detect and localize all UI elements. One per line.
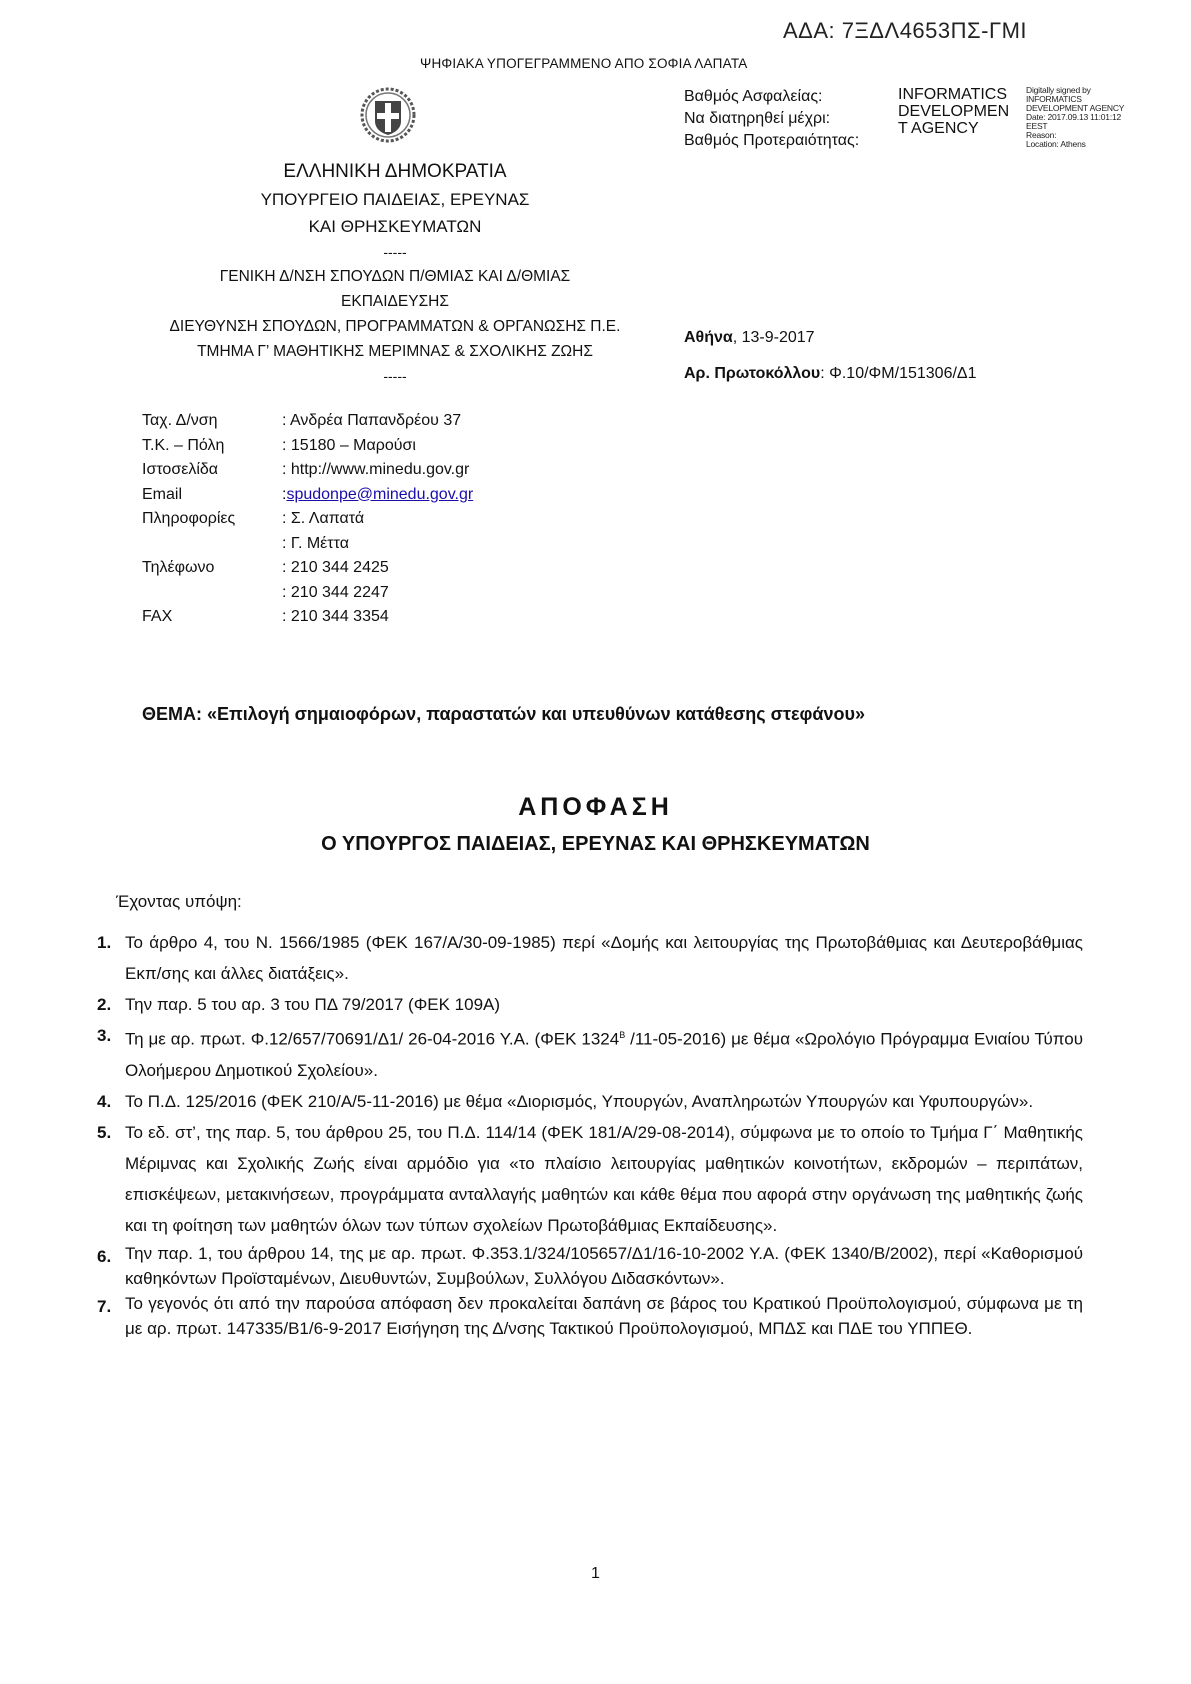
- date-value: , 13-9-2017: [732, 329, 815, 346]
- signature-line: Digitally signed by: [1026, 85, 1091, 95]
- date-label: Αθήνα: [684, 329, 733, 346]
- agency-line: DEVELOPMEN: [898, 103, 1010, 120]
- directorate: ΔΙΕΥΘΥΝΣΗ ΣΠΟΥΔΩΝ, ΠΡΟΓΡΑΜΜΑΤΩΝ & ΟΡΓΑΝΩΣΗΣ Π.Ε.: [169, 318, 621, 335]
- protocol-label: Αρ. Πρωτοκόλλου: [684, 365, 821, 382]
- considering-label: Έχοντας υπόψη:: [116, 892, 242, 911]
- contact-row-email: [142, 483, 473, 508]
- contact-label: Ιστοσελίδα: [142, 461, 219, 478]
- item-text: Την παρ. 1, του άρθρου 14, της με αρ. πρωτ. Φ.353.1/324/105657/Δ1/16-10-2002 Υ.Α. (ΦΕΚ 1340/Β/2002), περί «Καθορισμού καθηκόντων Προϊσταμένων, Διευθυντών, Συμβούλων, Συλλόγου Διδασκόντων».: [125, 1243, 1083, 1288]
- separator: -----: [383, 368, 407, 384]
- list-item: [97, 1241, 1083, 1291]
- ministry-name-cont: ΚΑΙ ΘΡΗΣΚΕΥΜΑΤΩΝ: [308, 217, 482, 236]
- retention-label: Να διατηρηθεί μέχρι:: [684, 110, 831, 127]
- general-directorate-cont: ΕΚΠΑΙΔΕΥΣΗΣ: [341, 293, 449, 310]
- item-number: 1.: [97, 933, 112, 952]
- contact-value: : http://www.minedu.gov.gr: [282, 461, 470, 478]
- list-item: [97, 927, 1083, 989]
- list-item: [97, 1086, 1083, 1117]
- item-superscript: Β: [619, 1030, 626, 1040]
- item-text: [125, 1020, 1083, 1086]
- protocol-number: : Φ.10/ΦΜ/151306/Δ1: [820, 365, 977, 382]
- signature-line: DEVELOPMENT AGENCY: [1026, 103, 1125, 113]
- signature-line: INFORMATICS: [1026, 94, 1082, 104]
- decision-title: ΑΠΟΦΑΣΗ: [518, 793, 673, 821]
- item-text: Το Π.Δ. 125/2016 (ΦΕΚ 210/Α/5-11-2016) με θέμα «Διορισμός, Υπουργών, Αναπληρωτών Υπουργών και Υφυπουργών».: [125, 1091, 1034, 1111]
- greek-coat-of-arms-icon: [358, 85, 418, 145]
- contact-value: : 15180 – Μαρούσι: [282, 436, 416, 454]
- contact-value: : 210 344 3354: [282, 608, 389, 625]
- contact-row-address: [142, 409, 473, 434]
- ministry-name: ΥΠΟΥΡΓΕΙΟ ΠΑΙΔΕΙΑΣ, ΕΡΕΥΝΑΣ: [260, 190, 530, 209]
- security-level-label: Βαθμός Ασφαλείας:: [684, 88, 823, 105]
- signature-line: Date: 2017.09.13 11:01:12: [1026, 112, 1122, 122]
- item-number: 3.: [97, 1026, 112, 1045]
- contact-prefix: :: [282, 485, 287, 503]
- contact-row-phone-2: [142, 581, 473, 606]
- contact-label: [142, 581, 282, 606]
- agency-line: T AGENCY: [898, 120, 979, 137]
- subject-line: ΘΕΜΑ: «Επιλογή σημαιοφόρων, παραστατών και υπευθύνων κατάθεσης στεφάνου»: [142, 704, 865, 724]
- contact-value: : 210 344 2425: [282, 559, 389, 576]
- contact-label: FAX: [142, 608, 173, 625]
- contact-row-postcode: [142, 434, 473, 459]
- considerations-list: [97, 927, 1083, 1341]
- digital-signature-details: [1026, 86, 1124, 149]
- contact-label: Τηλέφωνο: [142, 559, 215, 576]
- issuing-authority: [120, 158, 670, 388]
- signature-line: EEST: [1026, 121, 1048, 131]
- contact-row-phone: [142, 556, 473, 581]
- minister-heading: Ο ΥΠΟΥΡΓΟΣ ΠΑΙΔΕΙΑΣ, ΕΡΕΥΝΑΣ ΚΑΙ ΘΡΗΣΚΕΥΜΑΤΩΝ: [321, 833, 870, 855]
- list-item: [97, 1020, 1083, 1086]
- item-text: Το άρθρο 4, του Ν. 1566/1985 (ΦΕΚ 167/Α/30-09-1985) περί «Δομής και λειτουργίας της Πρωτοβάθμιας και Δευτεροβάθμιας Εκπ/σης και άλλες διατάξεις».: [125, 933, 1083, 983]
- separator: -----: [383, 244, 407, 260]
- priority-label: Βαθμός Προτεραιότητας:: [684, 132, 860, 149]
- digital-signature-notice: ΨΗΦΙΑΚΑ ΥΠΟΓΕΓΡΑΜΜΕΝΟ ΑΠΟ ΣΟΦΙΑ ΛΑΠΑΤΑ: [420, 56, 748, 71]
- item-text: Την παρ. 5 του αρ. 3 του ΠΔ 79/2017 (ΦΕΚ 109Α): [125, 995, 501, 1014]
- item-text: Το γεγονός ότι από την παρούσα απόφαση δεν προκαλείται δαπάνη σε βάρος του Κρατικού Προϋπολογισμού, σύμφωνα με τη με αρ. πρωτ. 147335/Β1/6-9-2017 Εισήγηση της Δ/νσης Τακτικού Προϋπολογισμού, ΜΠΔΣ και ΠΔΕ του ΥΠΠΕΘ.: [125, 1293, 1083, 1338]
- list-item: [97, 1291, 1083, 1341]
- item-number: 6.: [97, 1246, 112, 1266]
- list-item: [97, 1117, 1083, 1241]
- date-protocol-block: [684, 320, 977, 392]
- list-item: [97, 989, 1083, 1020]
- contact-value: : Γ. Μέττα: [282, 534, 349, 552]
- contact-value: : 210 344 2247: [282, 583, 389, 601]
- contact-value: : Ανδρέα Παπανδρέου 37: [282, 412, 462, 429]
- ada-code: ΑΔΑ: 7ΞΔΛ4653ΠΣ-ΓΜΙ: [783, 18, 1028, 43]
- contact-value: : Σ. Λαπατά: [282, 510, 365, 527]
- item-number: 5.: [97, 1122, 112, 1142]
- contact-row-info: [142, 507, 473, 532]
- page-number: 1: [591, 1565, 600, 1582]
- signature-line: Reason:: [1026, 130, 1057, 140]
- item-text-part: Τη με αρ. πρωτ. Φ.12/657/70691/Δ1/ 26-04-2016 Υ.Α. (ΦΕΚ 1324: [125, 1029, 620, 1049]
- item-text-part: /11-05-2016) με θέμα «Ωρολόγιο Πρόγραμμα Ενιαίου Τύπου Ολοήμερου Δημοτικού Σχολείου».: [125, 1029, 1083, 1080]
- contact-label: [142, 532, 282, 557]
- contact-row-info-2: [142, 532, 473, 557]
- contact-row-fax: [142, 605, 473, 630]
- general-directorate: ΓΕΝΙΚΗ Δ/ΝΣΗ ΣΠΟΥΔΩΝ Π/ΘΜΙΑΣ ΚΑΙ Δ/ΘΜΙΑΣ: [219, 268, 571, 285]
- item-number: 4.: [97, 1091, 112, 1111]
- contact-label: Ταχ. Δ/νση: [142, 412, 218, 429]
- contact-row-website: [142, 458, 473, 483]
- contact-label: Πληροφορίες: [142, 510, 236, 527]
- signature-line: Location: Athens: [1026, 139, 1086, 149]
- contact-label: Τ.Κ. – Πόλη: [142, 436, 225, 454]
- item-number: 7.: [97, 1296, 112, 1316]
- item-number: 2.: [97, 995, 112, 1014]
- email-link[interactable]: spudonpe@minedu.gov.gr: [286, 485, 474, 503]
- protocol-line: [684, 356, 977, 392]
- date-line: [684, 320, 977, 356]
- classification-labels: [684, 86, 859, 152]
- signing-agency: [898, 86, 1009, 137]
- contact-info: [142, 409, 473, 630]
- department: ΤΜΗΜΑ Γ’ ΜΑΘΗΤΙΚΗΣ ΜΕΡΙΜΝΑΣ & ΣΧΟΛΙΚΗΣ ΖΩΗΣ: [197, 343, 593, 360]
- contact-label: Email: [142, 485, 183, 503]
- item-text: Το εδ. στ’, της παρ. 5, του άρθρου 25, του Π.Δ. 114/14 (ΦΕΚ 181/Α/29-08-2014), σύμφωνα με το οποίο το Τμήμα Γ΄ Μαθητικής Μέριμνας και Σχολικής Ζωής είναι αρμόδιο για «το πλαίσιο λειτουργίας μαθητικών κοινοτήτων, εκδρομών – περιπάτων, επισκέψεων, μετακινήσεων, προγράμματα ανταλλαγής μαθητών και κάθε θέμα που αφορά στην οργάνωση της μαθητικής ζωής και τη φοίτηση των μαθητών όλων των τύπων σχολείων Πρωτοβάθμιας Εκπαίδευσης».: [125, 1122, 1083, 1235]
- republic-title: ΕΛΛΗΝΙΚΗ ΔΗΜΟΚΡΑΤΙΑ: [283, 161, 507, 182]
- agency-line: INFORMATICS: [898, 86, 1008, 103]
